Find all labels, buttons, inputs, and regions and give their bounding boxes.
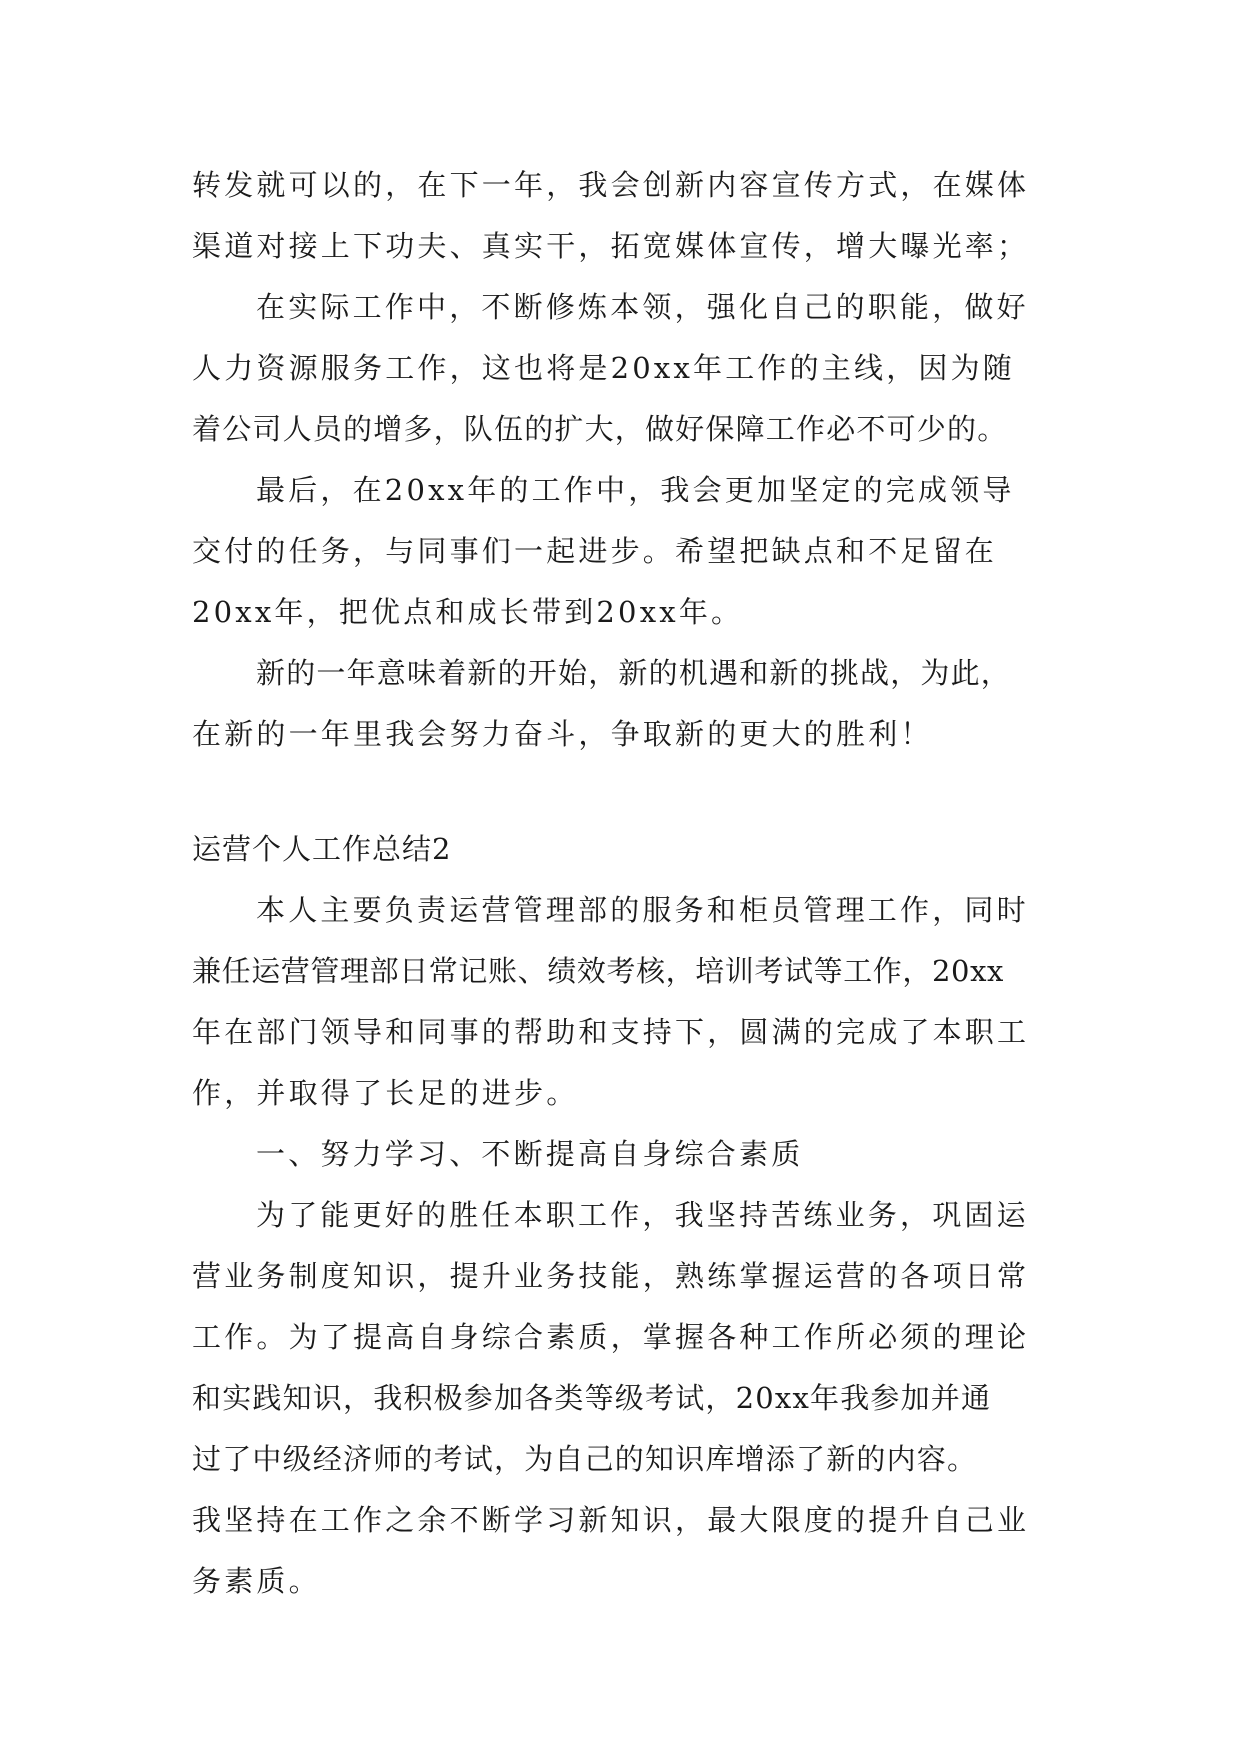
- paragraph-line: 渠道对接上下功夫、真实干，拓宽媒体宣传，增大曝光率；: [192, 229, 1030, 263]
- paragraph-line: 在实际工作中，不断修炼本领，强化自己的职能，做好: [256, 290, 1029, 324]
- paragraph-line: 年在部门领导和同事的帮助和支持下，圆满的完成了本职工: [192, 1015, 1030, 1049]
- paragraph-line: 兼任运营管理部日常记账、绩效考核，培训考试等工作，20xx: [192, 954, 1005, 988]
- section-spacer: [192, 765, 1072, 819]
- document-body: [192, 155, 1072, 1612]
- paragraph-line: 本人主要负责运营管理部的服务和柜员管理工作，同时: [256, 893, 1029, 927]
- paragraph-line: 新的一年意味着新的开始，新的机遇和新的挑战，为此，: [256, 656, 1012, 690]
- section-subheading: 一、努力学习、不断提高自身综合素质: [256, 1137, 804, 1171]
- paragraph-line: 工作。为了提高自身综合素质，掌握各种工作所必须的理论: [192, 1320, 1030, 1354]
- paragraph-line: 务素质。: [192, 1564, 321, 1598]
- paragraph-line: 人力资源服务工作，这也将是20xx年工作的主线，因为随: [192, 351, 1016, 385]
- paragraph-line: 我坚持在工作之余不断学习新知识，最大限度的提升自己业: [192, 1503, 1030, 1537]
- paragraph-line: 和实践知识，我积极参加各类等级考试，20xx年我参加并通: [192, 1381, 992, 1415]
- paragraph-line: 交付的任务，与同事们一起进步。希望把缺点和不足留在: [192, 534, 998, 568]
- paragraph-line: 营业务制度知识，提升业务技能，熟练掌握运营的各项日常: [192, 1259, 1030, 1293]
- paragraph-line: 为了能更好的胜任本职工作，我坚持苦练业务，巩固运: [256, 1198, 1029, 1232]
- paragraph-line: 在新的一年里我会努力奋斗，争取新的更大的胜利！: [192, 717, 933, 751]
- paragraph-line: 过了中级经济师的考试，为自己的知识库增添了新的内容。: [192, 1442, 978, 1476]
- paragraph-line: 作，并取得了长足的进步。: [192, 1076, 579, 1110]
- paragraph-line: 转发就可以的，在下一年，我会创新内容宣传方式，在媒体: [192, 168, 1030, 202]
- section-title: 运营个人工作总结2: [192, 832, 452, 866]
- paragraph-line: 20xx年，把优点和成长带到20xx年。: [192, 595, 744, 629]
- paragraph-line: 最后，在20xx年的工作中，我会更加坚定的完成领导: [256, 473, 1015, 507]
- paragraph-line: 着公司人员的增多，队伍的扩大，做好保障工作必不可少的。: [192, 412, 1008, 446]
